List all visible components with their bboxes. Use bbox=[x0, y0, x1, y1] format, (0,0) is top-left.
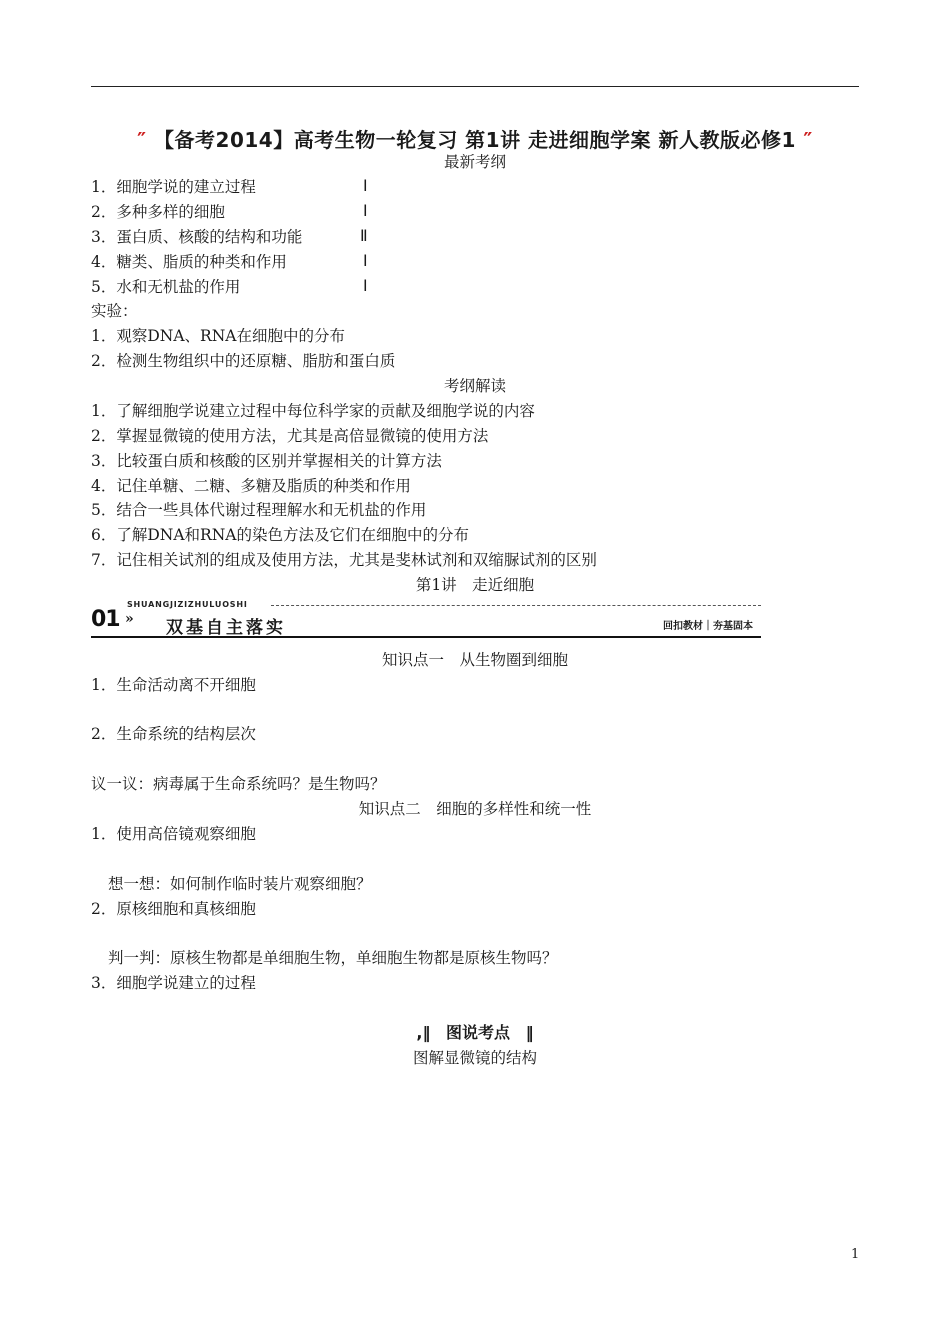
outline-level-5: Ⅰ bbox=[363, 278, 368, 295]
banner-right-label: 回扣教材｜夯基固本 bbox=[663, 621, 753, 632]
banner-bottom-rule bbox=[91, 636, 761, 638]
page-number: 1 bbox=[851, 1247, 860, 1262]
judge-question: 判一判：原核生物都是单细胞生物，单细胞生物都是原核生物吗？ bbox=[108, 949, 558, 967]
interpret-item-7: 7．记住相关试剂的组成及使用方法，尤其是斐林试剂和双缩脲试剂的区别 bbox=[91, 551, 597, 569]
banner-dashed-rule bbox=[271, 605, 761, 606]
outline-level-1: Ⅰ bbox=[363, 178, 368, 195]
kp2-item-1: 1．使用高倍镜观察细胞 bbox=[91, 825, 256, 843]
experiment-item-2: 2．检测生物组织中的还原糖、脂肪和蛋白质 bbox=[91, 352, 396, 370]
interpret-item-3: 3．比较蛋白质和核酸的区别并掌握相关的计算方法 bbox=[91, 452, 442, 470]
figure-section-heading bbox=[0, 1020, 950, 1043]
lecture-title: 第1讲 走近细胞 bbox=[415, 576, 535, 594]
outline-item-2: 2．多种多样的细胞 bbox=[91, 203, 225, 221]
knowledge-point-2: 知识点二 细胞的多样性和统一性 bbox=[358, 800, 592, 818]
outline-level-2: Ⅰ bbox=[363, 203, 368, 220]
interpret-item-6: 6．了解DNA和RNA的染色方法及它们在细胞中的分布 bbox=[91, 526, 469, 544]
kp1-item-2: 2．生命系统的结构层次 bbox=[91, 725, 256, 743]
double-bar-right-icon: ‖ bbox=[525, 1023, 534, 1042]
discuss-question: 议一议：病毒属于生命系统吗？是生物吗？ bbox=[91, 775, 386, 793]
think-question: 想一想：如何制作临时装片观察细胞？ bbox=[108, 875, 372, 893]
interpret-item-1: 1．了解细胞学说建立过程中每位科学家的贡献及细胞学说的内容 bbox=[91, 402, 535, 420]
kp2-item-2: 2．原核细胞和真核细胞 bbox=[91, 900, 256, 918]
outline-item-5: 5．水和无机盐的作用 bbox=[91, 278, 241, 296]
outline-item-3: 3．蛋白质、核酸的结构和功能 bbox=[91, 228, 303, 246]
outline-level-4: Ⅰ bbox=[363, 253, 368, 270]
experiments-label: 实验： bbox=[91, 302, 138, 320]
figure-caption: 图解显微镜的结构 bbox=[412, 1049, 537, 1067]
interpret-item-5: 5．结合一些具体代谢过程理解水和无机盐的作用 bbox=[91, 501, 427, 519]
top-rule bbox=[91, 86, 859, 87]
interpret-item-2: 2．掌握显微镜的使用方法，尤其是高倍显微镜的使用方法 bbox=[91, 427, 489, 445]
banner-pinyin: SHUANGJIZIZHULUOSHI bbox=[127, 600, 248, 609]
experiment-item-1: 1．观察DNA、RNA在细胞中的分布 bbox=[91, 327, 345, 345]
banner-number: 01 bbox=[91, 607, 120, 632]
double-bar-left-icon: ,‖ bbox=[416, 1023, 431, 1042]
figure-section-label: 图说考点 bbox=[446, 1023, 511, 1042]
chevron-right-icon: » bbox=[125, 611, 134, 627]
interpret-item-4: 4．记住单糖、二糖、多糖及脂质的种类和作用 bbox=[91, 477, 411, 495]
kp2-item-3: 3．细胞学说建立的过程 bbox=[91, 974, 256, 992]
title-quote-open: ″ bbox=[137, 128, 147, 152]
title-text: 【备考2014】高考生物一轮复习 第1讲 走进细胞学案 新人教版必修1 bbox=[154, 128, 796, 152]
section-latest-outline: 最新考纲 bbox=[443, 153, 506, 171]
outline-item-1: 1．细胞学说的建立过程 bbox=[91, 178, 256, 196]
banner-heading: 双基自主落实 bbox=[166, 618, 286, 638]
kp1-item-1: 1．生命活动离不开细胞 bbox=[91, 676, 256, 694]
outline-level-3: Ⅱ bbox=[360, 228, 368, 245]
outline-item-4: 4．糖类、脂质的种类和作用 bbox=[91, 253, 287, 271]
document-title bbox=[0, 124, 950, 153]
knowledge-point-1: 知识点一 从生物圈到细胞 bbox=[381, 651, 568, 669]
section-interpret: 考纲解读 bbox=[443, 377, 506, 395]
section-banner bbox=[91, 600, 761, 638]
title-quote-close: ″ bbox=[803, 128, 813, 152]
